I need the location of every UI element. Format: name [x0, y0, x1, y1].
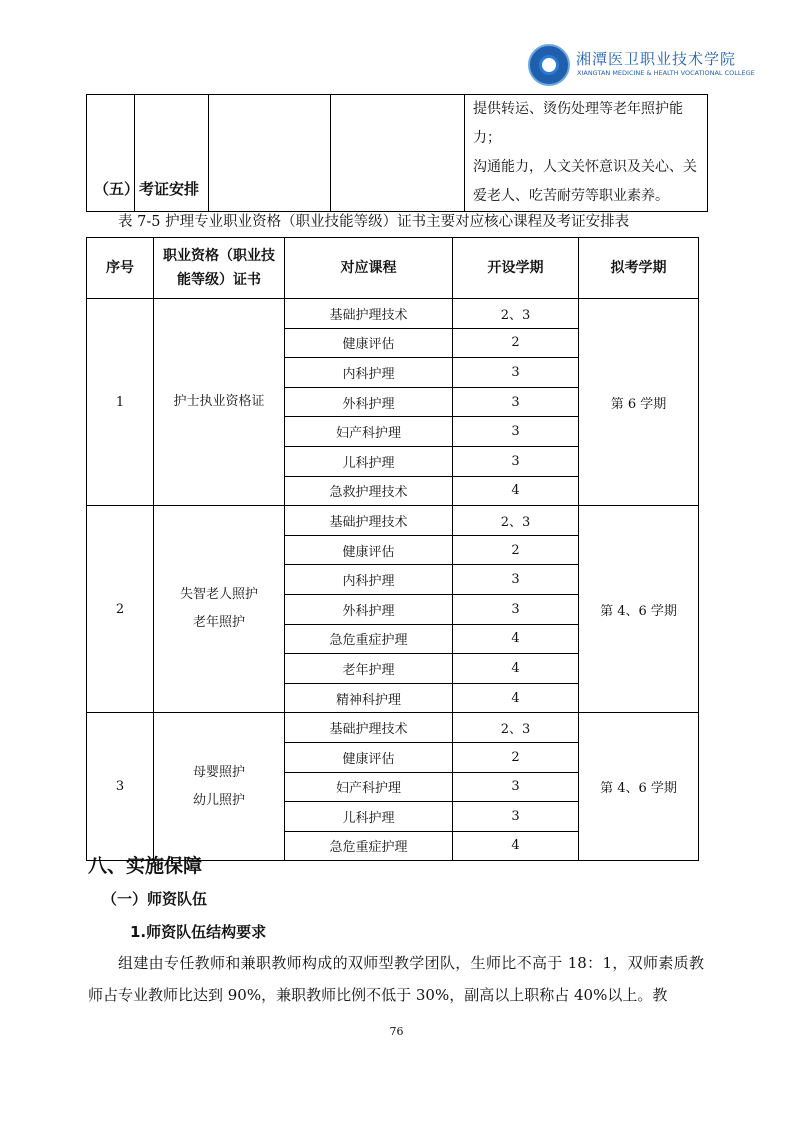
course-semester: 3 [453, 358, 579, 388]
course-semester: 4 [453, 654, 579, 684]
course-name: 内科护理 [285, 358, 453, 388]
course-name: 儿科护理 [285, 802, 453, 832]
header-certificate-line: 能等级）证书 [177, 272, 261, 288]
section-title-exam: （五）考证安排 [94, 180, 200, 198]
course-name: 妇产科护理 [285, 772, 453, 802]
chapter-title: 八、实施保障 [88, 855, 203, 877]
row-index: 2 [87, 506, 154, 713]
certificate-name [154, 299, 285, 506]
course-semester: 2、3 [453, 299, 579, 329]
course-name: 基础护理技术 [285, 299, 453, 329]
continued-line: 提供转运、烫伤处理等老年照护能力； [473, 101, 683, 146]
course-semester: 3 [453, 772, 579, 802]
table-row [87, 299, 699, 329]
table-caption: 表 7-5 护理专业职业资格（职业技能等级）证书主要对应核心课程及考证安排表 [118, 214, 630, 230]
certificate-line: 失智老人照护 [179, 587, 258, 603]
course-name: 精神科护理 [285, 683, 453, 713]
table-cell [209, 95, 331, 212]
course-semester: 3 [453, 802, 579, 832]
header-semester: 开设学期 [453, 238, 579, 299]
course-semester: 2、3 [453, 506, 579, 536]
course-name: 外科护理 [285, 387, 453, 417]
section-title-faculty: （一）师资队伍 [102, 890, 208, 908]
course-semester: 3 [453, 594, 579, 624]
course-name: 急救护理技术 [285, 476, 453, 506]
course-semester: 4 [453, 683, 579, 713]
course-semester: 4 [453, 476, 579, 506]
course-name: 急危重症护理 [285, 831, 453, 861]
school-name: 湘潭医卫职业技术学院 [576, 50, 737, 68]
course-semester: 3 [453, 417, 579, 447]
exam-semester: 第 4、6 学期 [579, 506, 699, 713]
page-number: 76 [389, 1025, 404, 1038]
course-semester: 4 [453, 624, 579, 654]
course-name: 儿科护理 [285, 446, 453, 476]
course-name: 妇产科护理 [285, 417, 453, 447]
certificate-name [154, 713, 285, 861]
table-body [87, 299, 699, 861]
school-emblem-icon [528, 44, 570, 86]
table-row [87, 713, 699, 743]
continued-line: 沟通能力，人文关怀意识及关心、关 [473, 159, 697, 175]
certificate-line: 护士执业资格证 [173, 394, 265, 410]
continued-line: 爱老人、吃苦耐劳等职业素养。 [473, 188, 669, 204]
header-index: 序号 [87, 238, 154, 299]
course-name: 基础护理技术 [285, 713, 453, 743]
header-certificate-line: 职业资格（职业技 [163, 248, 275, 264]
course-semester: 3 [453, 446, 579, 476]
course-semester: 2 [453, 535, 579, 565]
course-semester: 2 [453, 328, 579, 358]
course-name: 基础护理技术 [285, 506, 453, 536]
table-header-row [87, 238, 699, 299]
body-paragraph: 组建由专任教师和兼职教师构成的双师型教学团队，生师比不高于 18：1，双师素质教师占专业教师比达到 90%，兼职教师比例不低于 30%，副高以上职称占 40%以上。教 [88, 954, 704, 1004]
school-logo [528, 44, 755, 90]
course-name: 内科护理 [285, 565, 453, 595]
school-name-en: XIANGTAN MEDICINE & HEALTH VOCATIONAL COLLEGE [577, 69, 755, 77]
course-name: 健康评估 [285, 742, 453, 772]
certificate-name [154, 506, 285, 713]
subsection-title: 1.师资队伍结构要求 [130, 923, 267, 941]
course-name: 老年护理 [285, 654, 453, 684]
certificate-line: 幼儿照护 [192, 792, 245, 808]
course-semester: 3 [453, 387, 579, 417]
course-semester: 3 [453, 565, 579, 595]
exam-semester: 第 6 学期 [579, 299, 699, 506]
course-semester: 4 [453, 831, 579, 861]
header-certificate [154, 238, 285, 299]
table-row [87, 506, 699, 536]
course-semester: 2 [453, 742, 579, 772]
continued-text-cell [465, 95, 708, 212]
course-name: 急危重症护理 [285, 624, 453, 654]
table-cell [331, 95, 465, 212]
row-index: 1 [87, 299, 154, 506]
certificate-table [86, 237, 699, 861]
exam-semester: 第 4、6 学期 [579, 713, 699, 861]
course-name: 健康评估 [285, 328, 453, 358]
course-name: 外科护理 [285, 594, 453, 624]
course-name: 健康评估 [285, 535, 453, 565]
row-index: 3 [87, 713, 154, 861]
certificate-line: 老年照护 [192, 615, 245, 631]
header-course: 对应课程 [285, 238, 453, 299]
header-exam: 拟考学期 [579, 238, 699, 299]
course-semester: 2、3 [453, 713, 579, 743]
certificate-line: 母婴照护 [192, 764, 245, 780]
